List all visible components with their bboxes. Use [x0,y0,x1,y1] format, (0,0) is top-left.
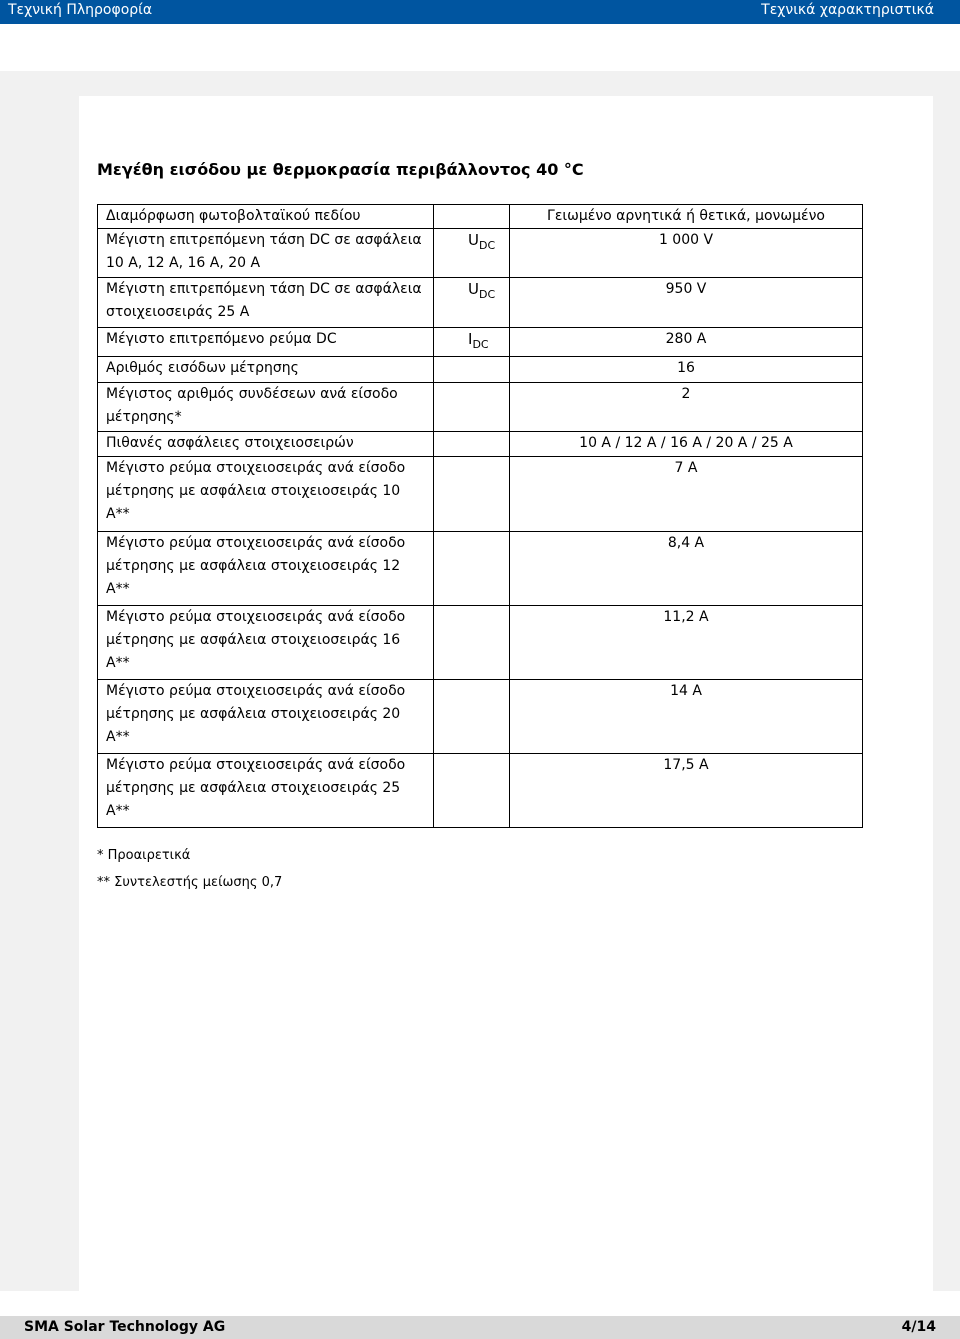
row-symbol: $U_{DC}$ [434,229,510,278]
header-left-title: Τεχνική Πληροφορία [8,2,153,18]
table-row [98,205,863,229]
footnote-reduction: ** Συντελεστής μείωσης 0,7 [97,875,283,890]
row-symbol: $U_{DC}$ [434,278,510,328]
row-label: Μέγιστο ρεύμα στοιχειοσειράς ανά είσοδο μέτρησης με ασφάλεια στοιχειοσειράς 10 A** [98,457,434,532]
table-row [98,357,863,383]
row-value: 8,4 A [510,532,863,606]
row-value: 7 A [510,457,863,532]
row-symbol [434,357,510,383]
row-symbol [434,680,510,754]
row-symbol [434,606,510,680]
table-row [98,532,863,606]
specs-table [97,204,863,828]
table-row [98,680,863,754]
row-value: 16 [510,357,863,383]
row-label: Μέγιστο ρεύμα στοιχειοσειράς ανά είσοδο μέτρησης με ασφάλεια στοιχειοσειράς 20 A** [98,680,434,754]
footnote-optional: * Προαιρετικά [97,848,191,863]
table-row [98,383,863,432]
row-symbol [434,205,510,229]
table-row [98,457,863,532]
table-row [98,606,863,680]
row-value: 10 A / 12 A / 16 A / 20 A / 25 A [510,432,863,457]
table-row [98,328,863,357]
row-symbol [434,457,510,532]
table-row [98,432,863,457]
row-label: Μέγιστη επιτρεπόμενη τάση DC σε ασφάλεια 10 A, 12 A, 16 A, 20 A [98,229,434,278]
table-row [98,229,863,278]
row-label: Μέγιστο ρεύμα στοιχειοσειράς ανά είσοδο μέτρησης με ασφάλεια στοιχειοσειράς 12 A** [98,532,434,606]
row-label: Μέγιστο επιτρεπόμενο ρεύμα DC [98,328,434,357]
row-value: 950 V [510,278,863,328]
row-value: 1 000 V [510,229,863,278]
table-row [98,278,863,328]
row-label: Πιθανές ασφάλειες στοιχειοσειρών [98,432,434,457]
row-label: Αριθμός εισόδων μέτρησης [98,357,434,383]
header-right-title: Τεχνικά χαρακτηριστικά [761,2,934,18]
row-symbol [434,532,510,606]
row-label: Διαμόρφωση φωτοβολταϊκού πεδίου [98,205,434,229]
section-title: Μεγέθη εισόδου με θερμοκρασία περιβάλλοντος 40 °C [97,160,584,179]
row-value: 2 [510,383,863,432]
header-bar [0,0,960,24]
row-symbol [434,383,510,432]
row-value: 17,5 A [510,754,863,828]
row-symbol [434,432,510,457]
row-label: Μέγιστος αριθμός συνδέσεων ανά είσοδο μέτρησης* [98,383,434,432]
row-value: Γειωμένο αρνητικά ή θετικά, μονωμένο [510,205,863,229]
row-value: 280 A [510,328,863,357]
row-value: 11,2 A [510,606,863,680]
row-symbol: $I_{DC}$ [434,328,510,357]
footer-bar [0,1316,960,1339]
row-symbol [434,754,510,828]
row-label: Μέγιστη επιτρεπόμενη τάση DC σε ασφάλεια στοιχειοσειράς 25 A [98,278,434,328]
table-row [98,754,863,828]
row-value: 14 A [510,680,863,754]
row-label: Μέγιστο ρεύμα στοιχειοσειράς ανά είσοδο μέτρησης με ασφάλεια στοιχειοσειράς 16 A** [98,606,434,680]
row-label: Μέγιστο ρεύμα στοιχειοσειράς ανά είσοδο μέτρησης με ασφάλεια στοιχειοσειράς 25 A** [98,754,434,828]
footer-company: SMA Solar Technology AG [24,1319,226,1335]
page-number: 4/14 [901,1319,936,1335]
